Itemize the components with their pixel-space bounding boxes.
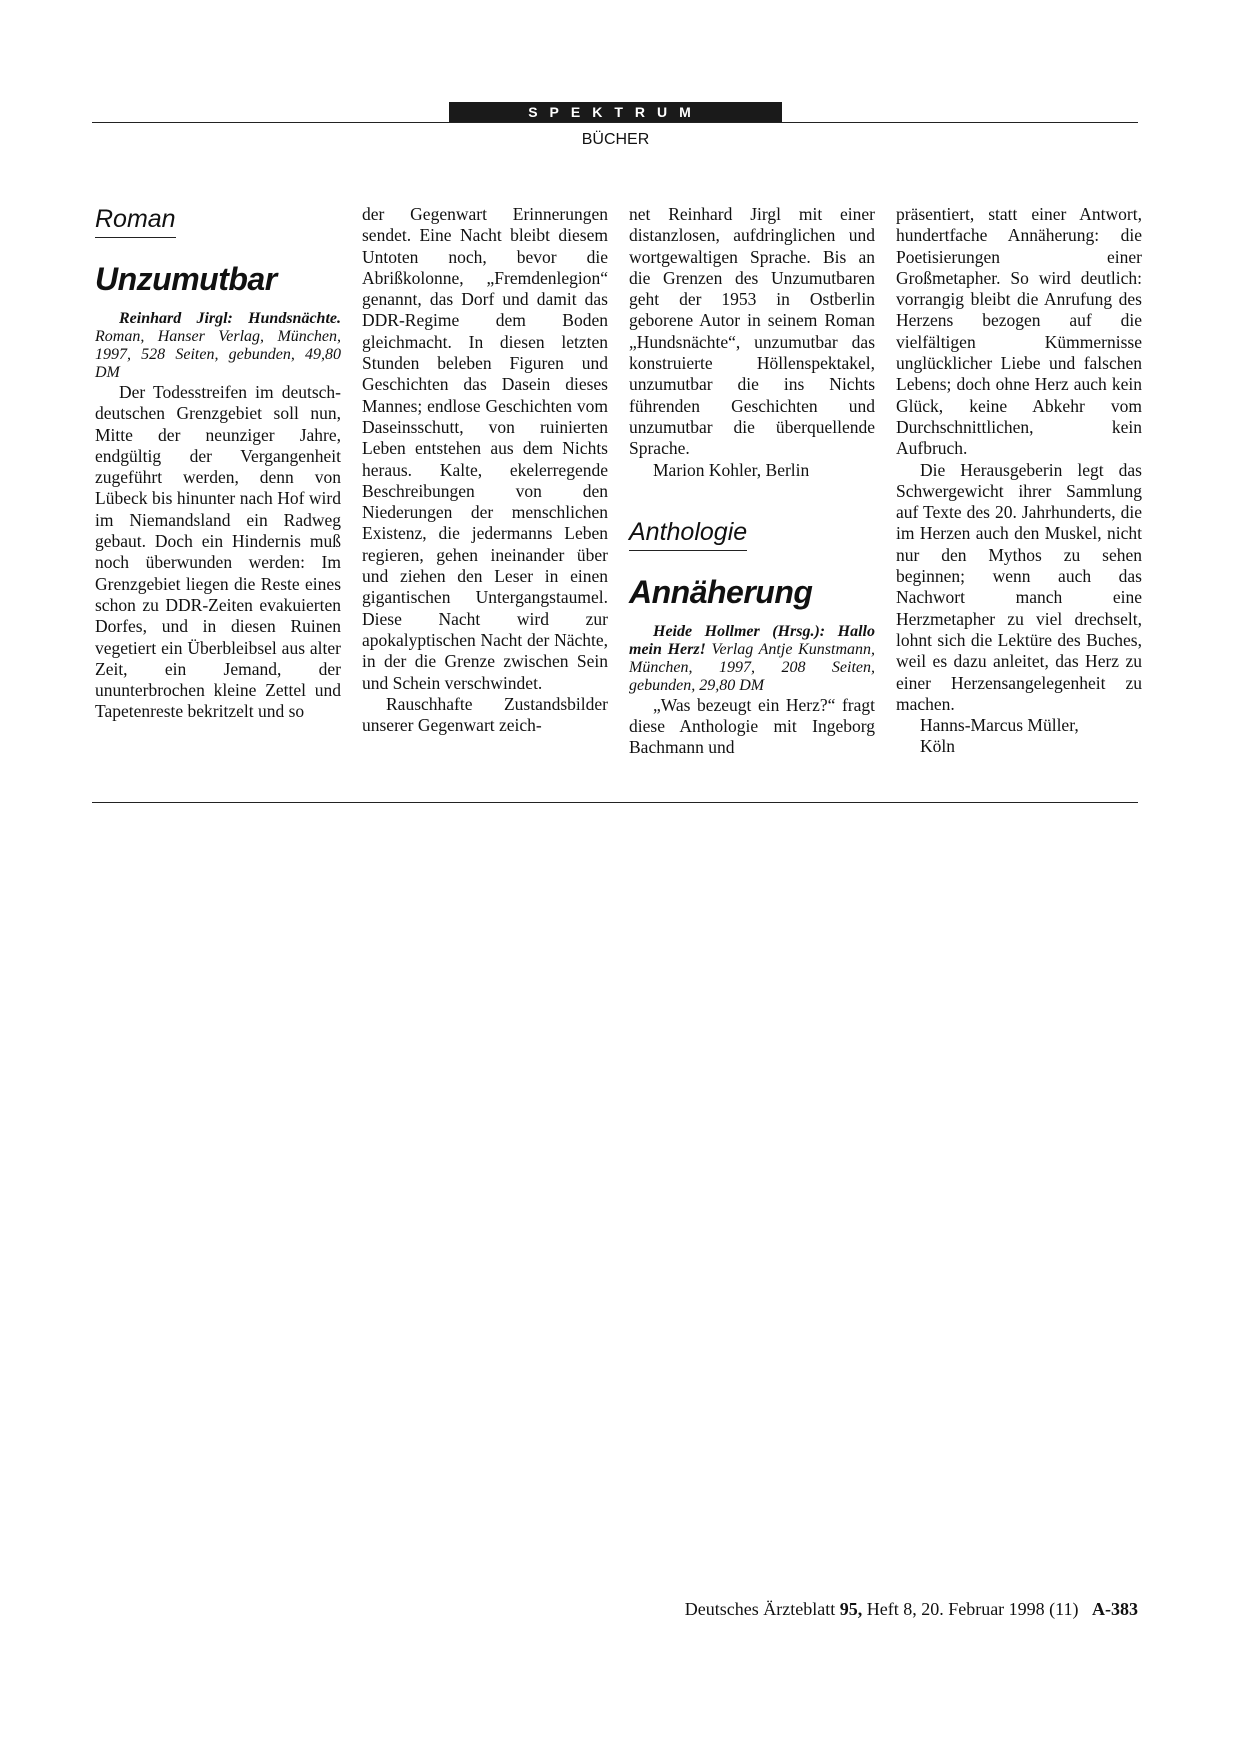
article2-author-name: Hanns-Marcus Müller, <box>920 715 1079 736</box>
column-3 <box>629 204 875 759</box>
article1-biblio-title: Reinhard Jirgl: Hundsnächte. <box>119 310 341 327</box>
footer-volume: 95, <box>839 1599 863 1619</box>
article2-paragraph-1-part-2: präsentiert, statt einer Antwort, hundertfache Annäherung: die Poetisierungen einer Großmetapher. So wird deutlich: vorrangig bleibt die Anrufung des Herzens bezogen auf die vielfältigen Kümmernisse unglücklicher Liebe und falschen Lebens; doch ohne Herz auch kein Glück, keine Abkehr vom Durchschnittlichen, kein Aufbruch. <box>896 204 1142 459</box>
column-2 <box>362 204 608 736</box>
column-1 <box>95 204 341 723</box>
article2-category: Anthologie <box>629 517 747 551</box>
header-rule <box>92 122 1138 123</box>
footer-journal: Deutsches Ärzteblatt <box>684 1599 836 1619</box>
article2-biblio-details: Verlag Antje Kunstmann, München, 1997, 208 Seiten, gebunden, 29,80 DM <box>629 640 875 694</box>
section-title: SPEKTRUM <box>528 104 703 120</box>
footer-page-number: A-383 <box>1092 1599 1138 1619</box>
article2-author-city: Köln <box>920 736 955 757</box>
subsection-title: BÜCHER <box>581 131 650 148</box>
article1-paragraph-2-part-1: Rauschhafte Zustandsbilder unserer Gegenwart zeich- <box>362 693 608 736</box>
article2-paragraph-2: Die Herausgeberin legt das Schwergewicht ihrer Sammlung auf Texte des 20. Jahrhunderts, die im Herzen auch den Muskel, nicht nur den Mythos zu sehen beginnen; wenn auch das Nachwort manch eine Herzmetapher zu viel drechselt, lohnt sich die Lektüre des Buches, weil es dazu anleitet, das Herz zu einer Herzensangelegenheit zu machen. <box>896 459 1142 714</box>
bottom-rule <box>92 802 1138 803</box>
article2-paragraph-1-part-1: „Was bezeugt ein Herz?“ fragt diese Anthologie mit Ingeborg Bachmann und <box>629 694 875 758</box>
section-header-bar <box>449 102 782 123</box>
article1-author: Marion Kohler, Berlin <box>653 459 810 480</box>
article2-headline: Annäherung <box>629 573 813 610</box>
column-4 <box>896 204 1142 758</box>
page-footer <box>685 1598 1138 1620</box>
article1-biblio <box>95 310 341 382</box>
article2-biblio <box>629 623 875 695</box>
article1-paragraph-2-part-2: net Reinhard Jirgl mit einer distanzlosen, aufdringlichen und wortgewaltigen Sprache. Bis an die Grenzen des Unzumutbaren geht der 1953 in Ostberlin geborene Autor in seinem Roman „Hundsnächte“, unzumutbar das konstruierte Höllenspektakel, unzumutbar die ins Nichts führenden Geschichten und unzumutbar die überquellende Sprache. <box>629 204 875 459</box>
article2-biblio-title: Heide Hollmer (Hrsg.): Hallo mein Herz! <box>629 622 875 658</box>
article1-paragraph-1-part-2: der Gegenwart Erinnerungen sendet. Eine Nacht bleibt diesem Untoten noch, bevor die Abrißkolonne, „Fremdenlegion“ genannt, das Dorf und damit das DDR-Regime dem Boden gleichmacht. In diesen letzten Stunden beleben Figuren und Geschichten das Dasein dieses Mannes; endlose Geschichten vom Daseinsschutt, von ruinierten Leben entstehen aus dem Nichts heraus. Kalte, ekelerregende Beschreibungen von den Niederungen der menschlichen Existenz, die jedermanns Leben regieren, gehen ineinander über und ziehen den Leser in einen gigantischen Untergangstaumel. Diese Nacht wird zur apokalyptischen Nacht der Nächte, in der die Grenze zwischen Sein und Schein verschwindet. <box>362 204 608 693</box>
article1-biblio-details: Roman, Hanser Verlag, München, 1997, 528 Seiten, gebunden, 49,80 DM <box>95 328 341 381</box>
article1-paragraph-1-part-1: Der Todesstreifen im deutsch-deutschen Grenzgebiet soll nun, Mitte der neunziger Jahre, endgültig der Vergangenheit zugeführt werden, denn von Lübeck bis hinunter nach Hof wird im Niemandsland ein Radweg gebaut. Doch ein Hindernis muß noch überwunden werden: Im Grenzgebiet liegen die Reste eines schon zu DDR-Zeiten evakuierten Dorfes, und in diesen Ruinen vegetiert ein Überbleibsel aus alter Zeit, ein Jemand, der ununterbrochen kleine Zettel und Tapetenreste bekritzelt und so <box>95 382 341 722</box>
article1-category: Roman <box>95 204 176 238</box>
footer-issue: Heft 8, 20. Februar 1998 (11) <box>866 1599 1079 1619</box>
article1-headline: Unzumutbar <box>95 261 277 297</box>
